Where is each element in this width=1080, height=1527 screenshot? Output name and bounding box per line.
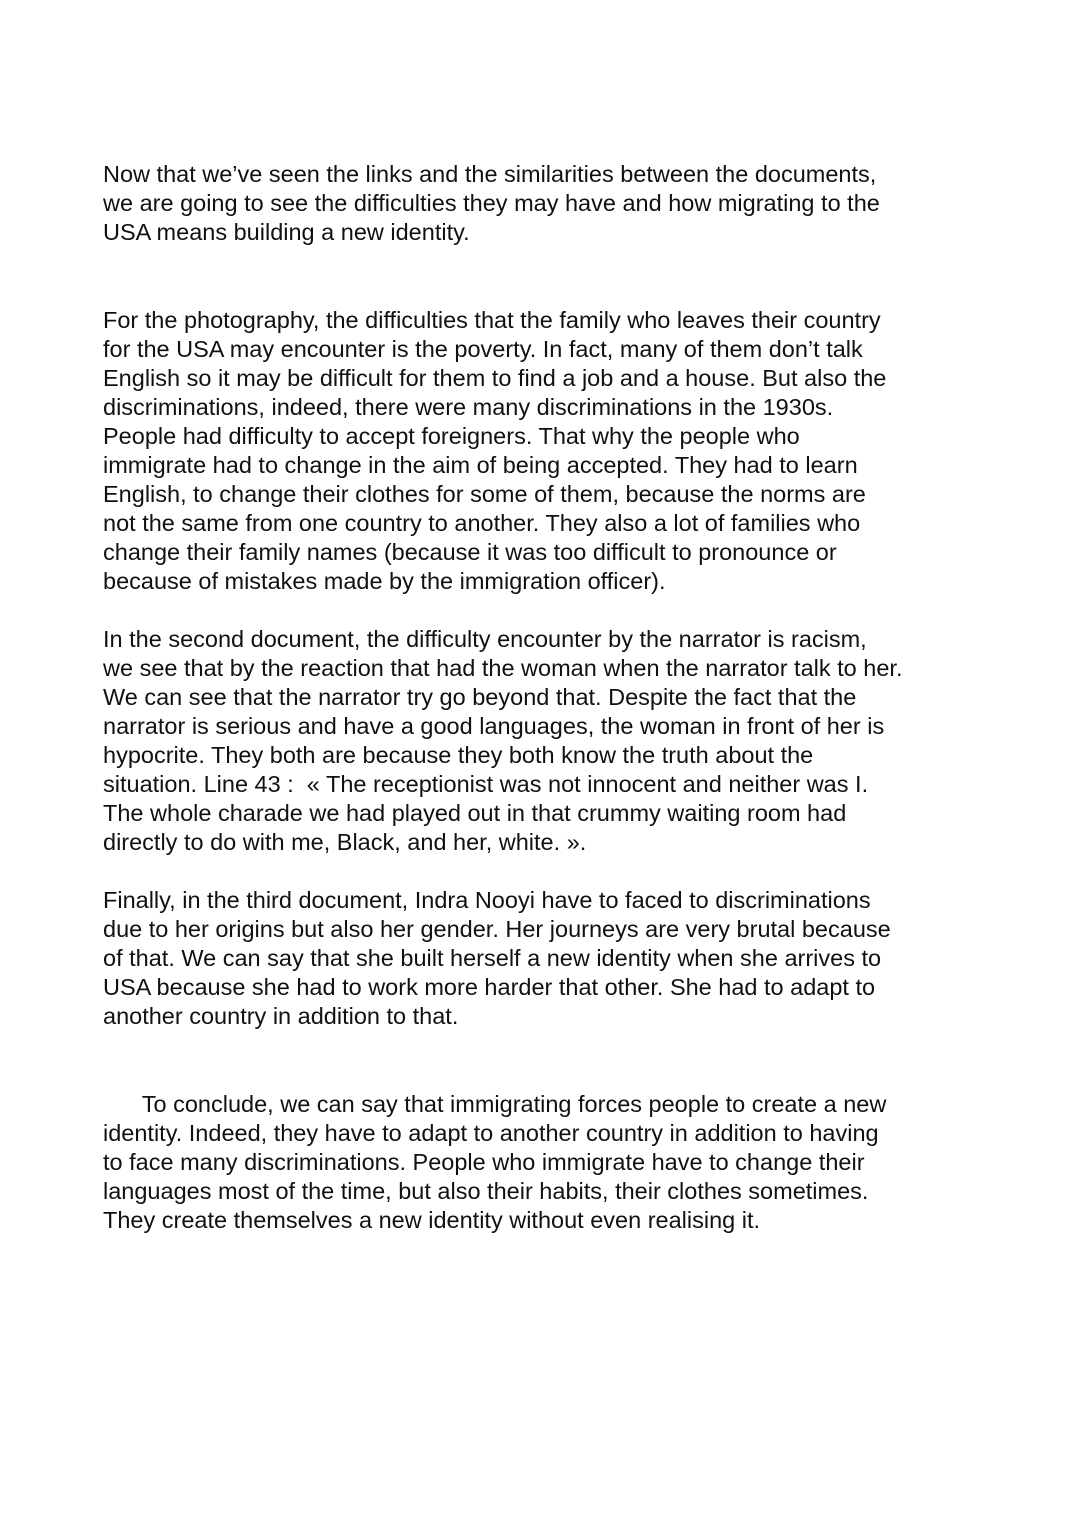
text-line: change their family names (because it was too difficult to pronounce or	[103, 539, 837, 565]
text-line: discriminations, indeed, there were many discriminations in the 1930s.	[103, 394, 834, 420]
text-line: situation. Line 43 : « The receptionist was not innocent and neither was I.	[103, 771, 869, 797]
text-line: to face many discriminations. People who immigrate have to change their	[103, 1149, 865, 1175]
text-line: USA because she had to work more harder that other. She had to adapt to	[103, 974, 876, 1000]
text-line: USA means building a new identity.	[103, 219, 470, 245]
text-line: another country in addition to that.	[103, 1003, 459, 1029]
text-line: of that. We can say that she built herself a new identity when she arrives to	[103, 945, 882, 971]
text-line: because of mistakes made by the immigration officer).	[103, 568, 666, 594]
text-line: For the photography, the difficulties that the family who leaves their country	[103, 307, 881, 333]
paragraph-introduction	[103, 160, 1003, 247]
text-line: English so it may be difficult for them to find a job and a house. But also the	[103, 365, 887, 391]
text-line: We can see that the narrator try go beyond that. Despite the fact that the	[103, 684, 857, 710]
paragraph-photography	[103, 306, 1003, 596]
text-line: we see that by the reaction that had the woman when the narrator talk to her.	[103, 655, 903, 681]
text-line: In the second document, the difficulty encounter by the narrator is racism,	[103, 626, 867, 652]
text-line: People had difficulty to accept foreigners. That why the people who	[103, 423, 800, 449]
paragraph-third-document	[103, 886, 1003, 1031]
text-line: narrator is serious and have a good languages, the woman in front of her is	[103, 713, 885, 739]
paragraph-second-document	[103, 625, 1003, 857]
text-line: languages most of the time, but also their habits, their clothes sometimes.	[103, 1178, 869, 1204]
text-line: for the USA may encounter is the poverty. In fact, many of them don’t talk	[103, 336, 863, 362]
text-line: They create themselves a new identity without even realising it.	[103, 1207, 761, 1233]
text-line: we are going to see the difficulties they may have and how migrating to the	[103, 190, 880, 216]
text-line: The whole charade we had played out in that crummy waiting room had	[103, 800, 847, 826]
text-line: due to her origins but also her gender. Her journeys are very brutal because	[103, 916, 891, 942]
text-line: directly to do with me, Black, and her, white. ».	[103, 829, 587, 855]
text-line: Now that we’ve seen the links and the similarities between the documents,	[103, 161, 877, 187]
text-line: To conclude, we can say that immigrating forces people to create a new	[103, 1091, 887, 1117]
text-line: not the same from one country to another. They also a lot of families who	[103, 510, 861, 536]
text-line: Finally, in the third document, Indra Nooyi have to faced to discriminations	[103, 887, 871, 913]
text-line: immigrate had to change in the aim of being accepted. They had to learn	[103, 452, 858, 478]
text-line: identity. Indeed, they have to adapt to another country in addition to having	[103, 1120, 879, 1146]
paragraph-conclusion	[103, 1090, 1003, 1235]
text-line: hypocrite. They both are because they both know the truth about the	[103, 742, 814, 768]
text-line: English, to change their clothes for some of them, because the norms are	[103, 481, 866, 507]
